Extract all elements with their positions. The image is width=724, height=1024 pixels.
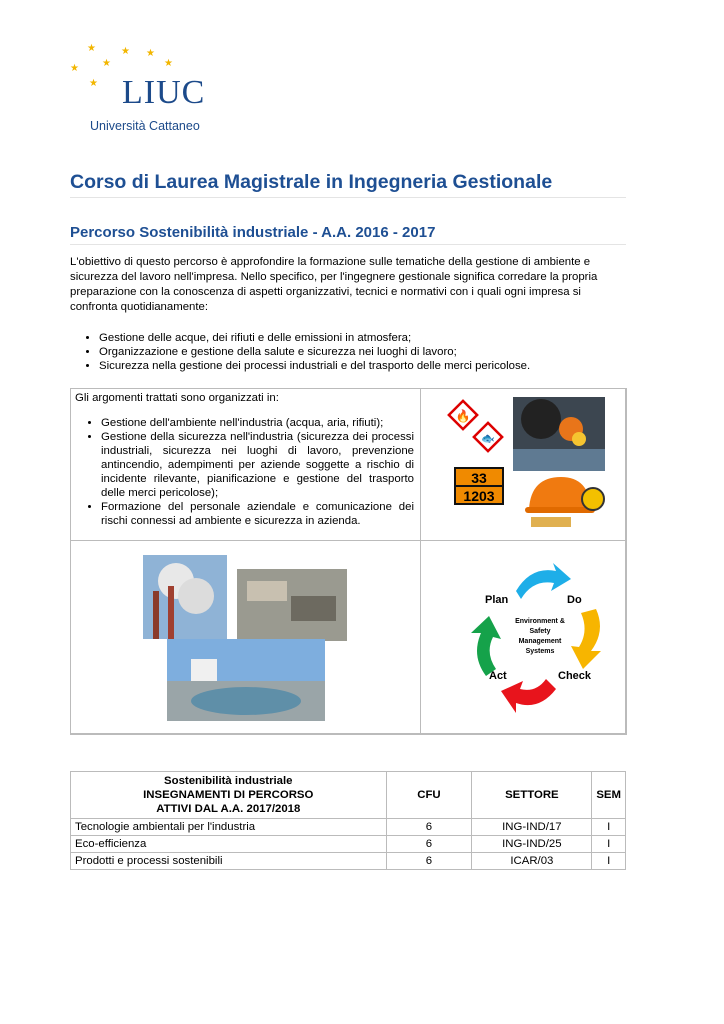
star-icon: ★ [70,63,79,74]
topics-box [70,388,626,734]
settore-header: SETTORE [472,772,592,819]
courses-table [70,771,626,870]
check-arrow-icon [571,609,601,669]
topics-text-cell [70,388,421,541]
course-settore: ING-IND/25 [472,836,592,853]
flammable-pictogram-icon [449,401,477,429]
pdca-check: Check [558,670,592,682]
header-line: ATTIVI DAL A.A. 2017/2018 [156,803,301,815]
star-icon: ★ [164,58,173,69]
table-row [71,819,626,836]
hazard-plate [455,468,503,504]
hazard-images-cell [420,388,627,541]
page-title: Corso di Laurea Magistrale in Ingegneria Gestionale [70,171,626,198]
course-cfu: 6 [386,819,472,836]
course-sem: I [592,819,626,836]
header-line: Sostenibilità industriale [164,775,293,787]
topics-list [75,416,416,528]
landfill-photo [237,569,347,641]
courses-header [71,772,387,819]
list-item: • Gestione dell'ambiente nell'industria (acqua, aria, rifiuti); [101,416,414,430]
table-header-row [71,772,626,819]
course-settore: ING-IND/17 [472,819,592,836]
intro-section [70,255,626,373]
course-cfu: 6 [386,836,472,853]
pdca-cell [420,540,627,735]
hazard-number: 33 [471,470,487,486]
act-arrow-icon [501,679,556,713]
safety-helmet-photo [525,477,604,527]
header-line: INSEGNAMENTI DI PERCORSO [143,789,314,801]
environment-photos [71,541,422,736]
pdca-center: Management [518,638,562,645]
intro-paragraph: L'obiettivo di questo percorso è approfondire la formazione sulle tematiche della gestione di ambiente e sicurezza del lavoro nell'impresa. Nello specifico, per l'ingegnere gestionale significa corredare la propria preparazione con la conoscenza di aspetti organizzativi, tecnici e normativi con i quali ogni impresa si confronta quotidianamente: [70,256,598,313]
logo-subtitle: Università Cattaneo [90,119,200,133]
pdca-center: Safety [529,628,551,635]
smokestack-photo [143,555,227,639]
list-item: • Sicurezza nella gestione dei processi industriali e del trasporto delle merci pericolose. [99,359,626,373]
section-title: Percorso Sostenibilità industriale - A.A. 2016 - 2017 [70,224,626,245]
plan-arrow-icon [471,616,501,676]
svg-text:🔥: 🔥 [455,409,471,423]
topics-heading: Gli argomenti trattati sono organizzati in: [75,392,279,404]
pdca-center: Systems [525,648,555,655]
list-item: • Organizzazione e gestione della salute e sicurezza nei luoghi di lavoro; [99,345,626,359]
hazard-images [421,389,628,542]
do-arrow-icon [516,563,571,599]
list-item: • Gestione delle acque, dei rifiuti e delle emissioni in atmosfera; [99,331,626,345]
list-item: • Gestione della sicurezza nell'industria (sicurezza dei processi industriali, sicurezza nei luoghi di lavoro, prevenzione antincendio, adempimenti per aziende soggette a rischio di incidente rilevante, pianificazione e gestione del trasporto delle merci pericolose); [101,430,414,500]
pdca-diagram [421,541,628,736]
course-name: Eco-efficienza [71,836,387,853]
course-sem: I [592,853,626,870]
star-icon: ★ [146,48,155,59]
course-sem: I [592,836,626,853]
star-icon: ★ [121,46,130,57]
pdca-center: Environment & [515,618,565,625]
pdca-do: Do [567,594,582,606]
oil-fire-photo [513,397,605,471]
sem-header: SEM [592,772,626,819]
logo-name: LIUC [122,74,206,111]
cfu-header: CFU [386,772,472,819]
course-cfu: 6 [386,853,472,870]
course-name: Prodotti e processi sostenibili [71,853,387,870]
table-row [71,853,626,870]
intro-list [70,331,626,373]
star-icon: ★ [87,43,96,54]
water-treatment-photo [167,639,325,721]
pdca-plan: Plan [485,594,509,606]
environment-hazard-pictogram-icon [474,423,502,451]
star-icon: ★ [89,78,98,89]
star-icon: ★ [102,58,111,69]
course-name: Tecnologie ambientali per l'industria [71,819,387,836]
list-item: • Formazione del personale aziendale e comunicazione dei rischi connessi ad ambiente e sicurezza in azienda. [101,500,414,528]
environment-images-cell [70,540,421,735]
table-row [71,836,626,853]
pdca-act: Act [489,670,507,682]
course-settore: ICAR/03 [472,853,592,870]
un-number: 1203 [463,488,495,504]
svg-text:🐟: 🐟 [481,433,495,445]
